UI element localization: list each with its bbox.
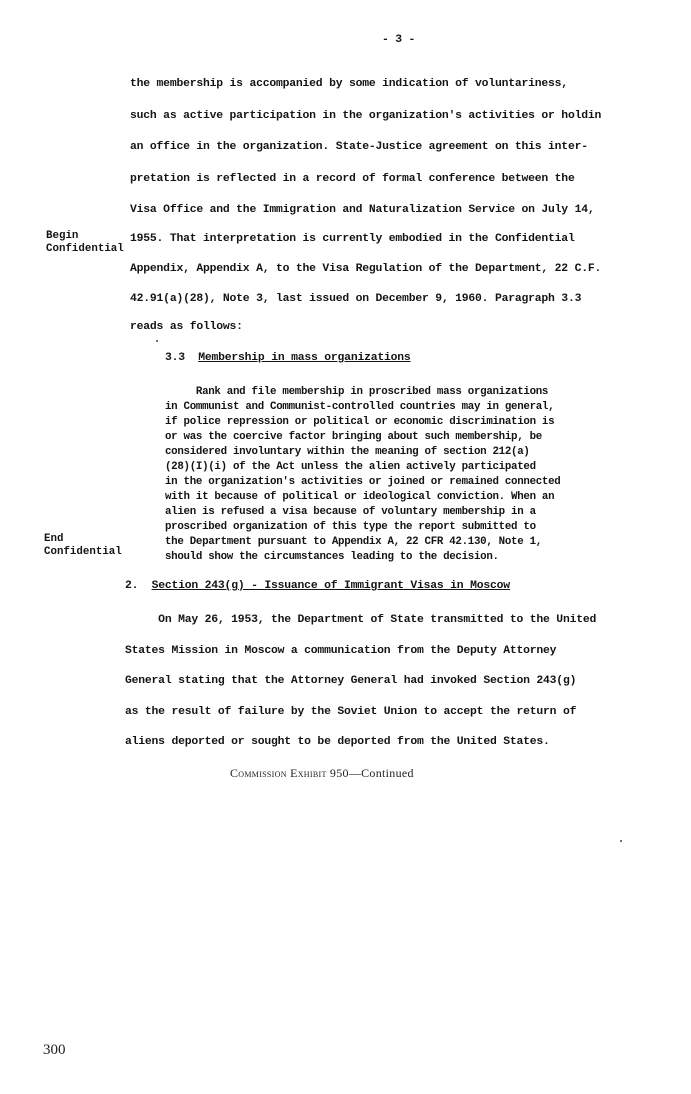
- quote-heading-text: Membership in mass organizations: [198, 352, 411, 364]
- footer-page-number: 300: [43, 1042, 66, 1058]
- quote-line: in Communist and Communist-controlled countries may in general,: [165, 401, 555, 413]
- section-2-line: as the result of failure by the Soviet Union to accept the return of: [125, 706, 577, 718]
- paragraph-line: an office in the organization. State-Justice agreement on this inter-: [130, 141, 588, 153]
- section-2-number: 2.: [125, 580, 139, 592]
- quote-line: alien is refused a visa because of voluntary membership in a: [165, 506, 536, 518]
- paragraph-line: Visa Office and the Immigration and Naturalization Service on July 14,: [130, 204, 595, 216]
- section-2-heading-text: Section 243(g) - Issuance of Immigrant Visas in Moscow: [151, 580, 510, 592]
- quote-line: should show the circumstances leading to the decision.: [165, 551, 499, 563]
- paragraph-line: pretation is reflected in a record of formal conference between the: [130, 173, 575, 185]
- scan-speck: [620, 840, 622, 842]
- quote-line: in the organization's activities or joined or remained connected: [165, 476, 561, 488]
- paragraph-line: 42.91(a)(28), Note 3, last issued on December 9, 1960. Paragraph 3.3: [130, 293, 582, 305]
- quote-line: if police repression or political or economic discrimination is: [165, 416, 555, 428]
- section-2-line: aliens deported or sought to be deported from the United States.: [125, 736, 550, 748]
- paragraph-line: 1955. That interpretation is currently embodied in the Confidential: [130, 233, 575, 245]
- paragraph-line: the membership is accompanied by some indication of voluntariness,: [130, 78, 568, 90]
- margin-note-end-confidential: End Confidential: [44, 533, 122, 558]
- quote-line: proscribed organization of this type the report submitted to: [165, 521, 536, 533]
- exhibit-caption-suffix: —Continued: [348, 766, 414, 780]
- quote-line: (28)(I)(i) of the Act unless the alien actively participated: [165, 461, 536, 473]
- quote-line: considered involuntary within the meaning of section 212(a): [165, 446, 530, 458]
- paragraph-line: reads as follows:: [130, 321, 243, 333]
- quote-number: 3.3: [165, 352, 185, 364]
- section-2-line: General stating that the Attorney General had invoked Section 243(g): [125, 675, 577, 687]
- margin-note-begin-confidential: Begin Confidential: [46, 230, 124, 255]
- exhibit-caption: [230, 766, 414, 781]
- paragraph-line: such as active participation in the organization's activities or holdin: [130, 110, 602, 122]
- quote-line: the Department pursuant to Appendix A, 22 CFR 42.130, Note 1,: [165, 536, 542, 548]
- quote-line: or was the coercive factor bringing about such membership, be: [165, 431, 542, 443]
- scan-speck: [156, 340, 158, 342]
- quote-heading: [165, 352, 411, 364]
- quote-line: Rank and file membership in proscribed mass organizations: [165, 386, 549, 398]
- page-number: - 3 -: [382, 34, 416, 46]
- paragraph-line: Appendix, Appendix A, to the Visa Regulation of the Department, 22 C.F.: [130, 263, 602, 275]
- exhibit-caption-label: Commission Exhibit 950: [230, 766, 349, 780]
- section-2-line: States Mission in Moscow a communication from the Deputy Attorney: [125, 645, 557, 657]
- section-2-line: On May 26, 1953, the Department of State transmitted to the United: [125, 614, 597, 626]
- quote-line: with it because of political or ideological conviction. When an: [165, 491, 555, 503]
- section-2-heading: [125, 580, 510, 592]
